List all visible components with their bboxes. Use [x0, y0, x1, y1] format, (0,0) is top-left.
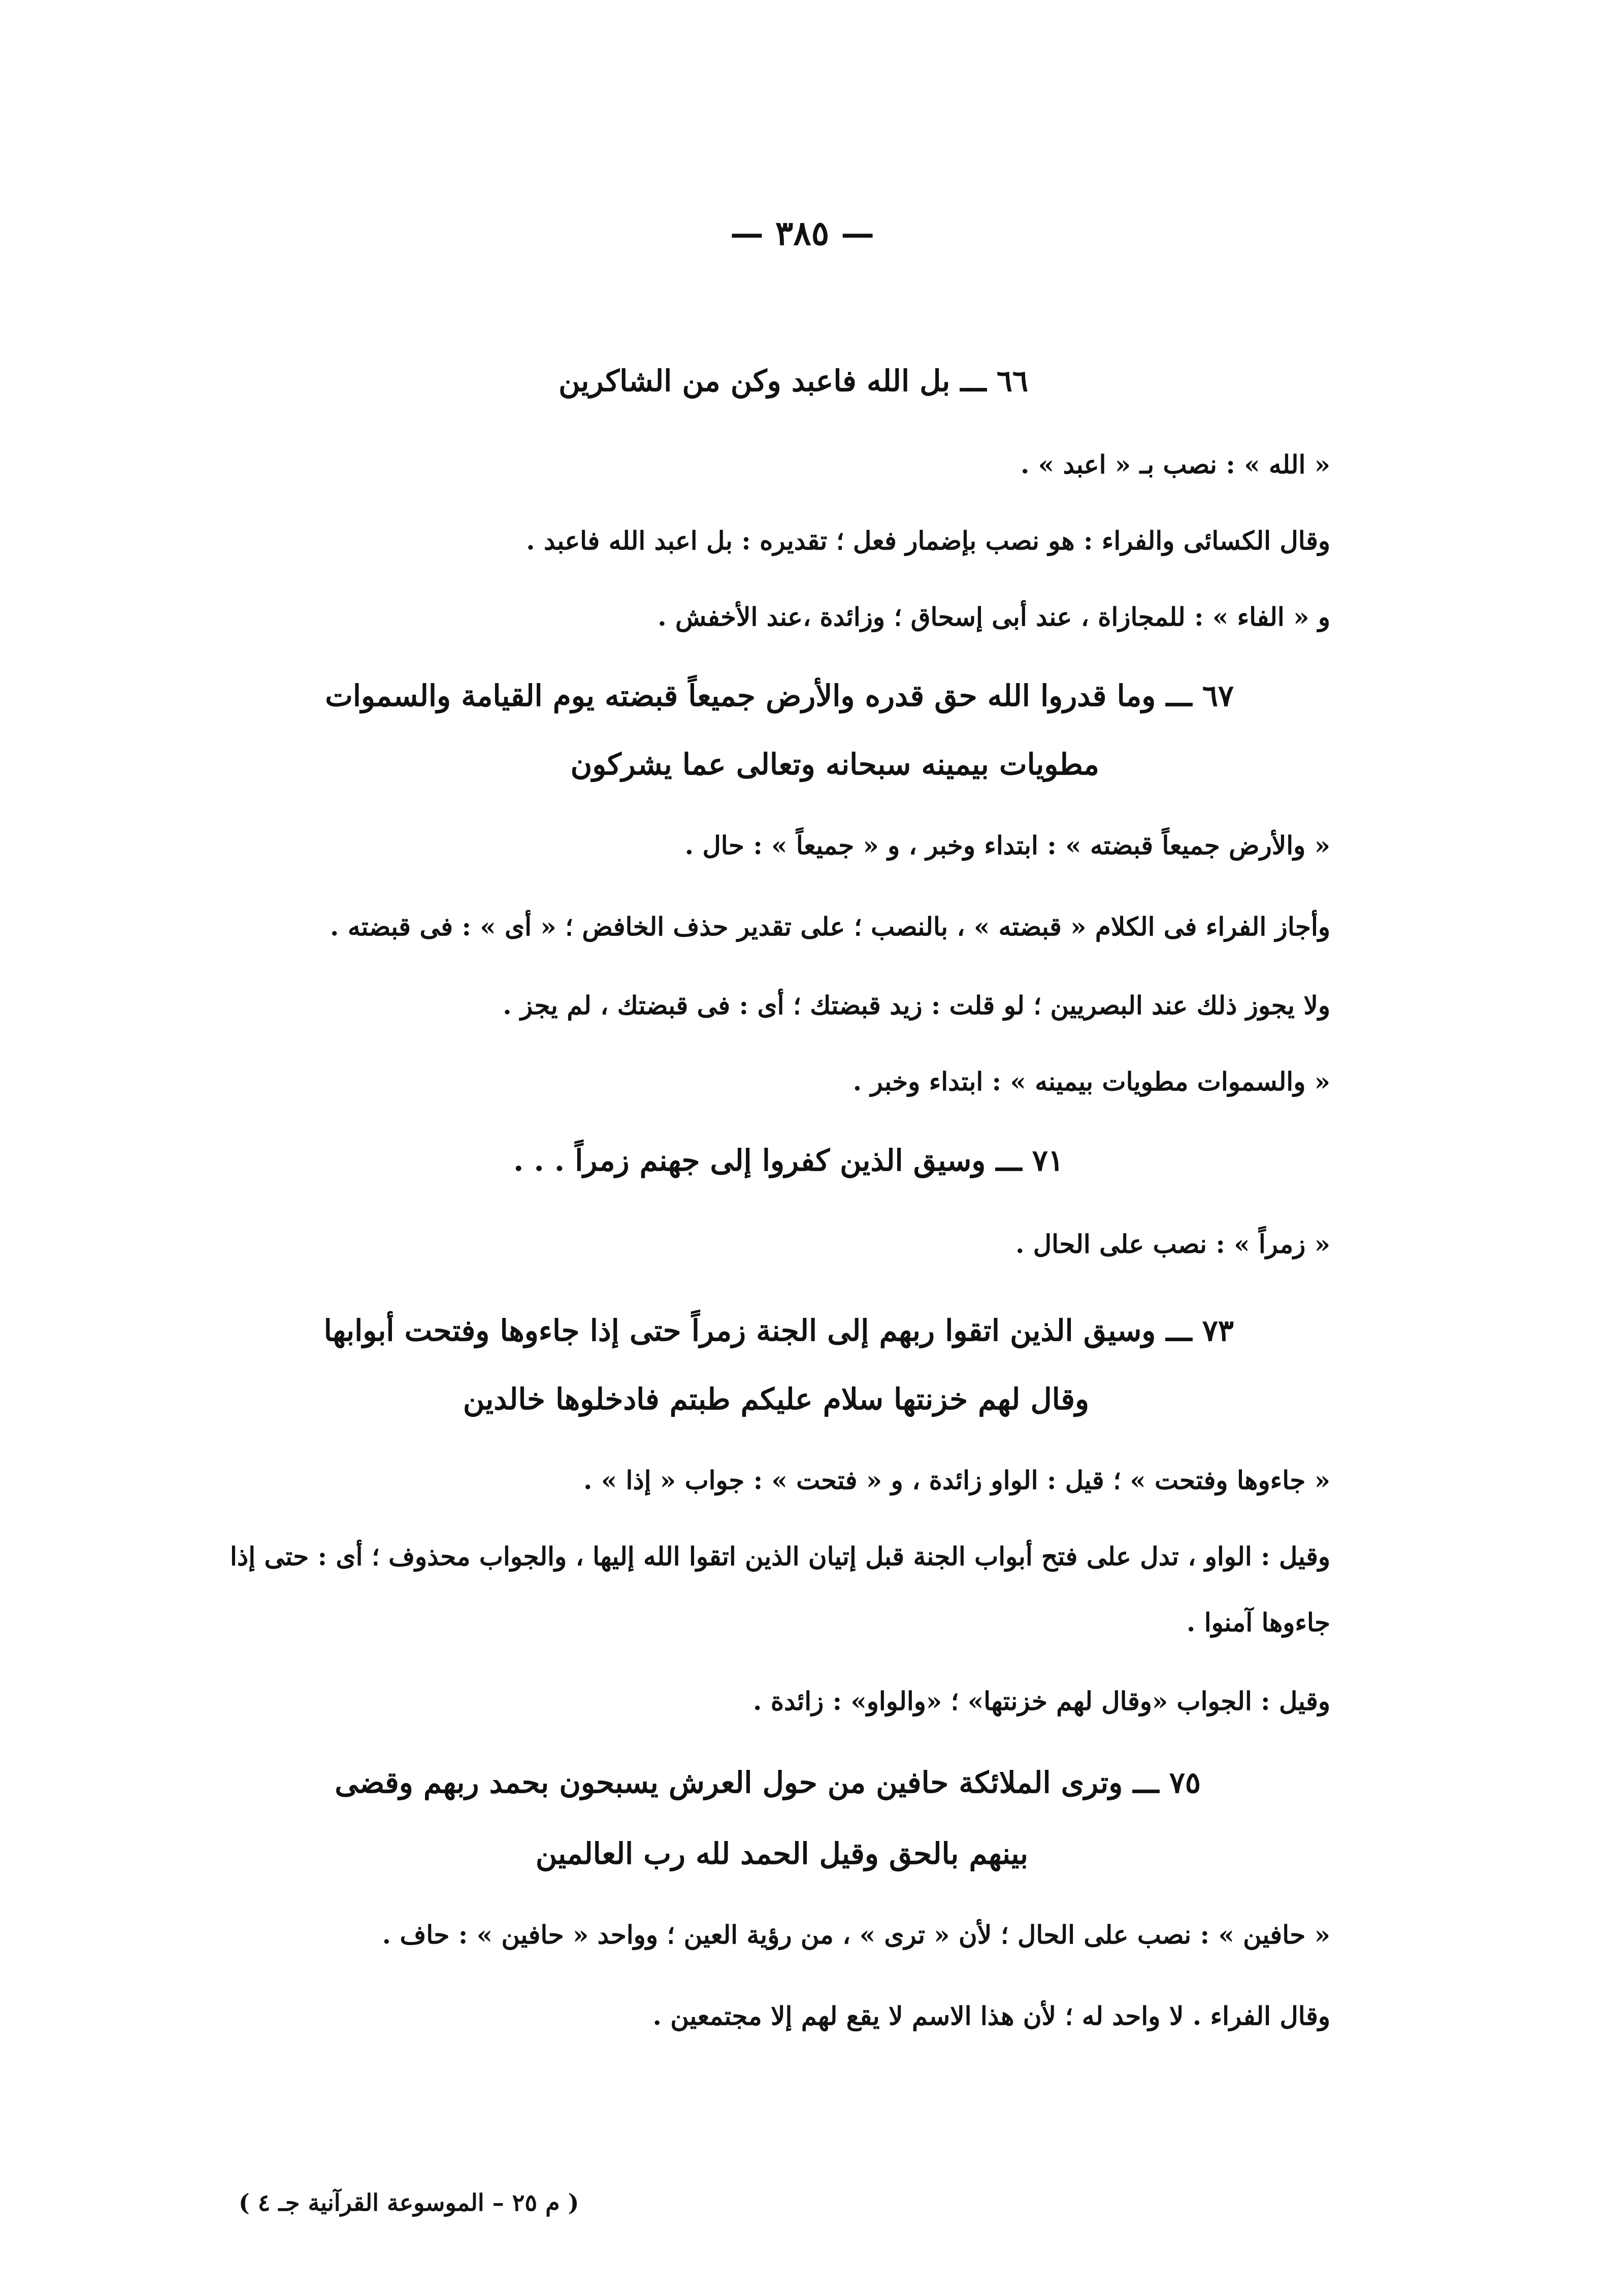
commentary-line: « حافين » : نصب على الحال ؛ لأن « ترى » ، من رؤية العين ؛ وواحد « حافين » : حاف . — [382, 1920, 1330, 1950]
commentary-line: جاءوها آمنوا . — [1186, 1607, 1330, 1637]
verse-67-cont: مطويات بيمينه سبحانه وتعالى عما يشركون — [570, 747, 1099, 782]
verse-71: ٧١ ـــ وسيق الذين كفروا إلى جهنم زمراً . . . — [513, 1143, 1064, 1178]
commentary-line: « زمراً » : نصب على الحال . — [1015, 1229, 1330, 1259]
verse-73: ٧٣ ـــ وسيق الذين اتقوا ربهم إلى الجنة زمراً حتى إذا جاءوها وفتحت أبوابها — [323, 1313, 1234, 1348]
page-number: — ٣٨٥ — — [730, 213, 875, 253]
commentary-line: وقال الفراء . لا واحد له ؛ لأن هذا الاسم لا يقع لهم إلا مجتمعين . — [652, 2001, 1330, 2031]
verse-75-cont: بينهم بالحق وقيل الحمد لله رب العالمين — [535, 1836, 1028, 1871]
commentary-line: « الله » : نصب بـ « اعبد » . — [1020, 449, 1330, 479]
commentary-line: « جاءوها وفتحت » ؛ قيل : الواو زائدة ، و « فتحت » : جواب « إذا » . — [583, 1465, 1330, 1495]
verse-75: ٧٥ ـــ وترى الملائكة حافين من حول العرش يسبحون بحمد ربهم وقضى — [335, 1765, 1201, 1800]
commentary-line: وقيل : الواو ، تدل على فتح أبواب الجنة قبل إتيان الذين اتقوا الله إليها ، والجواب محذوف ؛ أى : حتى إذا — [230, 1541, 1330, 1571]
commentary-line: « والأرض جميعاً قبضته » : ابتداء وخبر ، و « جميعاً » : حال . — [684, 830, 1330, 860]
commentary-line: « والسموات مطويات بيمينه » : ابتداء وخبر . — [852, 1066, 1330, 1096]
verse-73-cont: وقال لهم خزنتها سلام عليكم طبتم فادخلوها خالدين — [463, 1382, 1089, 1416]
verse-67: ٦٧ ـــ وما قدروا الله حق قدره والأرض جميعاً قبضته يوم القيامة والسموات — [325, 678, 1234, 713]
commentary-line: وقال الكسائى والفراء : هو نصب بإضمار فعل ؛ تقديره : بل اعبد الله فاعبد . — [526, 526, 1330, 556]
commentary-line: ولا يجوز ذلك عند البصريين ؛ لو قلت : زيد قبضتك ؛ أى : فى قبضتك ، لم يجز . — [503, 990, 1330, 1020]
commentary-line: و « الفاء » : للمجازاة ، عند أبى إسحاق ؛ وزائدة ،عند الأخفش . — [658, 602, 1330, 632]
commentary-line: وقيل : الجواب «وقال لهم خزنتها» ؛ «والواو» : زائدة . — [753, 1686, 1330, 1716]
commentary-line: وأجاز الفراء فى الكلام « قبضته » ، بالنصب ؛ على تقدير حذف الخافض ؛ « أى » : فى قبضته . — [330, 912, 1330, 942]
verse-66: ٦٦ ـــ بل الله فاعبد وكن من الشاكرين — [559, 364, 1028, 398]
footer-note: ( م ٢٥ – الموسوعة القرآنية جـ ٤ ) — [239, 2189, 579, 2216]
